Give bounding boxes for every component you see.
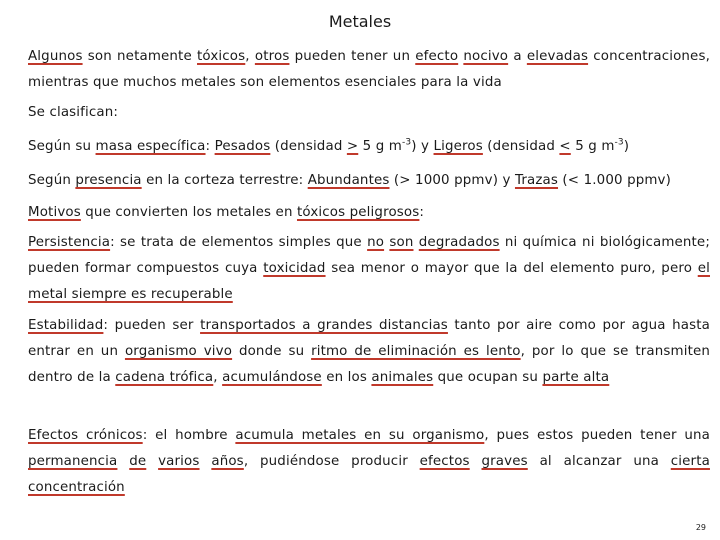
stability-paragraph <box>28 313 710 391</box>
classification-presence-text: Según presencia en la corteza terrestre: Abundantes (> 1000 ppmv) y Trazas (< 1.000 ppmv) <box>28 173 672 188</box>
intro-paragraph <box>28 44 710 96</box>
intro-text: Algunos son netamente tóxicos, otros pueden tener un efecto nocivo a elevadas concentraciones, mientras que muchos metales son elementos esenciales para la vida <box>28 49 710 90</box>
stability-text: Estabilidad: pueden ser transportados a grandes distancias tanto por aire como por agua hasta entrar en un organismo vivo donde su ritmo de eliminación es lento, por lo que se transmiten dentro de la cadena trófica, acumulándose en los animales que ocupan su parte alta <box>28 318 710 385</box>
reasons-text: Motivos que convierten los metales en tóxicos peligrosos: <box>28 205 425 220</box>
persistence-paragraph <box>28 230 710 308</box>
chronic-effects-paragraph <box>28 423 710 501</box>
classification-presence <box>28 168 710 194</box>
slide-title: Metales <box>328 12 392 31</box>
persistence-text: Persistencia: se trata de elementos simples que no son degradados ni química ni biológicamente; pueden formar compuestos cuya toxicidad sea menor o mayor que la del elemento puro, pero el metal siempre es recuperable <box>28 235 710 302</box>
classification-mass <box>28 134 710 160</box>
chronic-effects-text: Efectos crónicos: el hombre acumula metales en su organismo, pues estos pueden tener una permanencia de varios años, pudiéndose producir efectos graves al alcanzar una cierta concentración <box>28 428 711 495</box>
reasons-heading <box>28 200 710 226</box>
classification-text: Se clasifican: <box>28 105 119 120</box>
classification-heading <box>28 100 710 126</box>
classification-mass-text: Según su masa específica: Pesados (densidad > 5 g $m^{-3}$) y Ligeros (densidad < 5 g $m^{-3}$) <box>28 137 630 154</box>
page-number: 29 <box>695 523 706 532</box>
